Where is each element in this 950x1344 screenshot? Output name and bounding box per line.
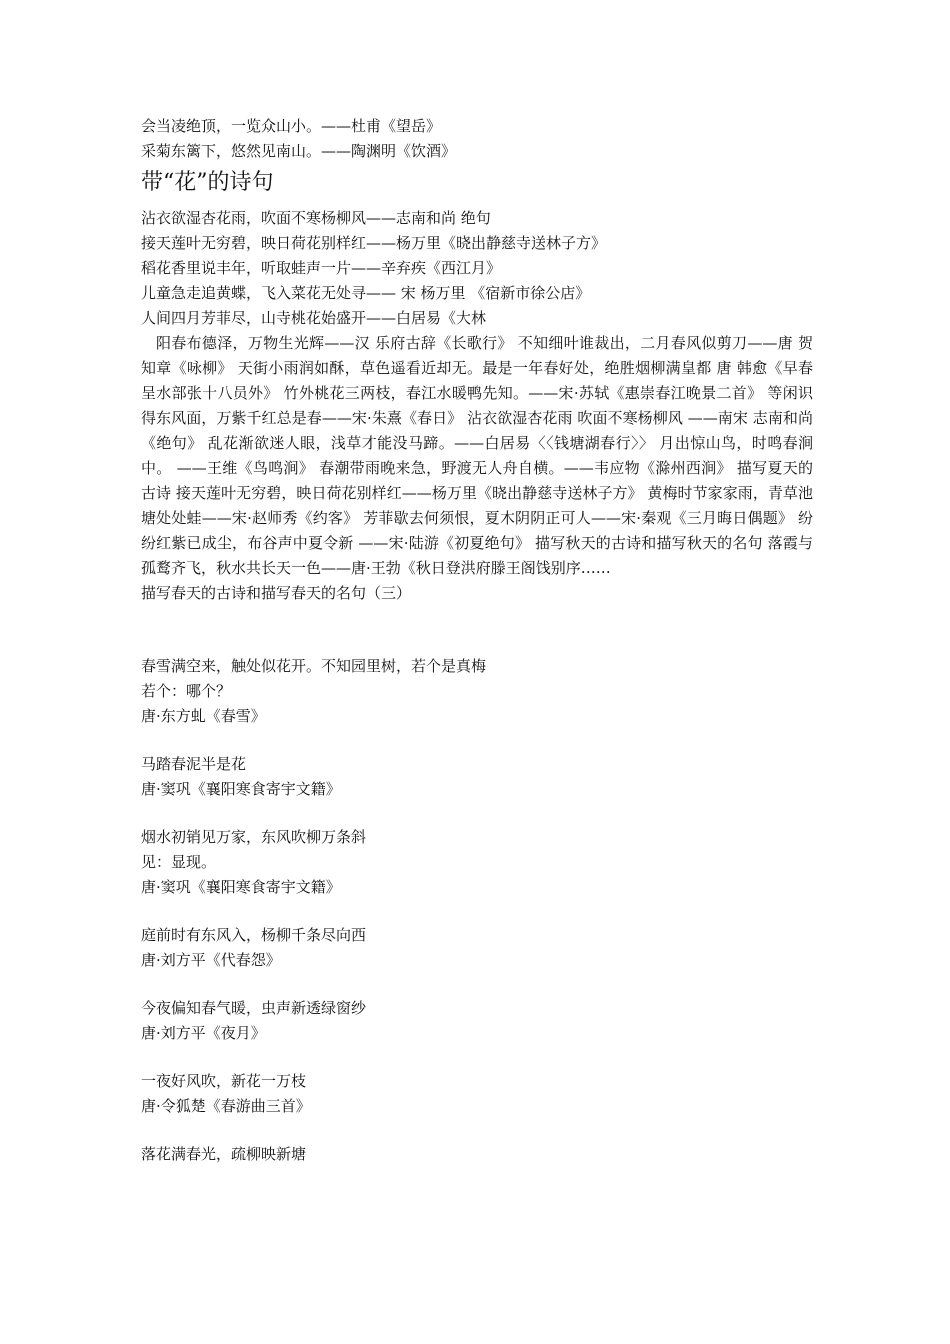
poem-line: 沾衣欲湿杏花雨，吹面不寒杨柳风——志南和尚 绝句 [141,209,491,227]
poem-line: 会当凌绝顶，一览众山小。——杜甫《望岳》 [141,117,442,135]
poem-source: 唐·令狐楚《春游曲三首》 [141,1097,311,1115]
poem-group [141,1069,813,1119]
poem-line: 春雪满空来，触处似花开。不知园里树，若个是真梅 [141,657,487,675]
poem-note: 若个：哪个？ [141,682,232,700]
poem-source: 唐·刘方平《代春怨》 [141,951,281,969]
poem-note: 见：显现。 [141,853,217,871]
poem-source: 唐·窦巩《襄阳寒食寄宇文籍》 [141,780,341,798]
poem-source: 唐·东方虬《春雪》 [141,707,266,725]
poem-group [141,825,813,900]
poem-line: 今夜偏知春气暖，虫声新透绿窗纱 [141,999,367,1017]
poem-source: 唐·窦巩《襄阳寒食寄宇文籍》 [141,878,341,896]
section-heading: 带“花”的诗句 [141,170,274,195]
poem-group [141,923,813,973]
poem-source: 唐·刘方平《夜月》 [141,1024,266,1042]
poem-line: 落花满春光，疏柳映新塘 [141,1145,307,1163]
section-title: 描写春天的古诗和描写春天的名句（三） [141,584,412,602]
poem-group [141,1142,813,1167]
poem-line: 人间四月芳菲尽，山寺桃花始盛开——白居易《大林 [141,309,487,327]
document-page [141,114,813,1167]
body-paragraph: 阳春布德泽，万物生光辉——汉 乐府古辞《长歌行》 不知细叶谁裁出，二月春风似剪刀——唐 贺知章《咏柳》 天街小雨润如酥，草色遥看近却无。最是一年春好处，绝胜烟柳满皇都 唐 韩愈《早春呈水部张十八员外》 竹外桃花三两枝，春江水暖鸭先知。——宋·苏轼《惠崇春江晚景二首》 等闲识得东风面，万紫千红总是春——宋·朱熹《春日》 沾衣欲湿杏花雨 吹面不寒杨柳风 ——南宋 志南和尚《绝句》 乱花渐欲迷人眼，浅草才能没马蹄。——白居易〈〈钱塘湖春行〉〉 月出惊山鸟，时鸣春涧中。 ——王维《鸟鸣涧》 春潮带雨晚来急，野渡无人舟自横。——韦应物《滁州西涧》 描写夏天的古诗 接天莲叶无穷碧，映日荷花别样红——杨万里《晓出静慈寺送林子方》 黄梅时节家家雨，青草池塘处处蛙——宋·赵师秀《约客》 芳菲歇去何须恨，夏木阴阴正可人——宋·秦观《三月晦日偶题》 纷纷红紫已成尘，布谷声中夏令新 ——宋·陆游《初夏绝句》 描写秋天的古诗和描写秋天的名句 落霞与孤鹜齐飞，秋水共长天一色——唐·王勃《秋日登洪府滕王阁饯别序…… [141,334,813,577]
poem-line: 烟水初销见万家，东风吹柳万条斜 [141,828,367,846]
poem-line: 庭前时有东风入，杨柳千条尽向西 [141,926,367,944]
poem-group [141,654,813,729]
poem-group [141,752,813,802]
poem-group [141,996,813,1046]
poem-line: 稻花香里说丰年，听取蛙声一片——辛弃疾《西江月》 [141,259,502,277]
poem-line: 接天莲叶无穷碧，映日荷花别样红——杨万里《晓出静慈寺送林子方》 [141,234,607,252]
poem-line: 马踏春泥半是花 [141,755,247,773]
poem-line: 儿童急走追黄蝶，飞入菜花无处寻—— 宋 杨万里 《宿新市徐公店》 [141,284,591,302]
poem-line: 采菊东篱下，悠然见南山。——陶渊明《饮酒》 [141,142,457,160]
poem-line: 一夜好风吹，新花一万枝 [141,1072,307,1090]
